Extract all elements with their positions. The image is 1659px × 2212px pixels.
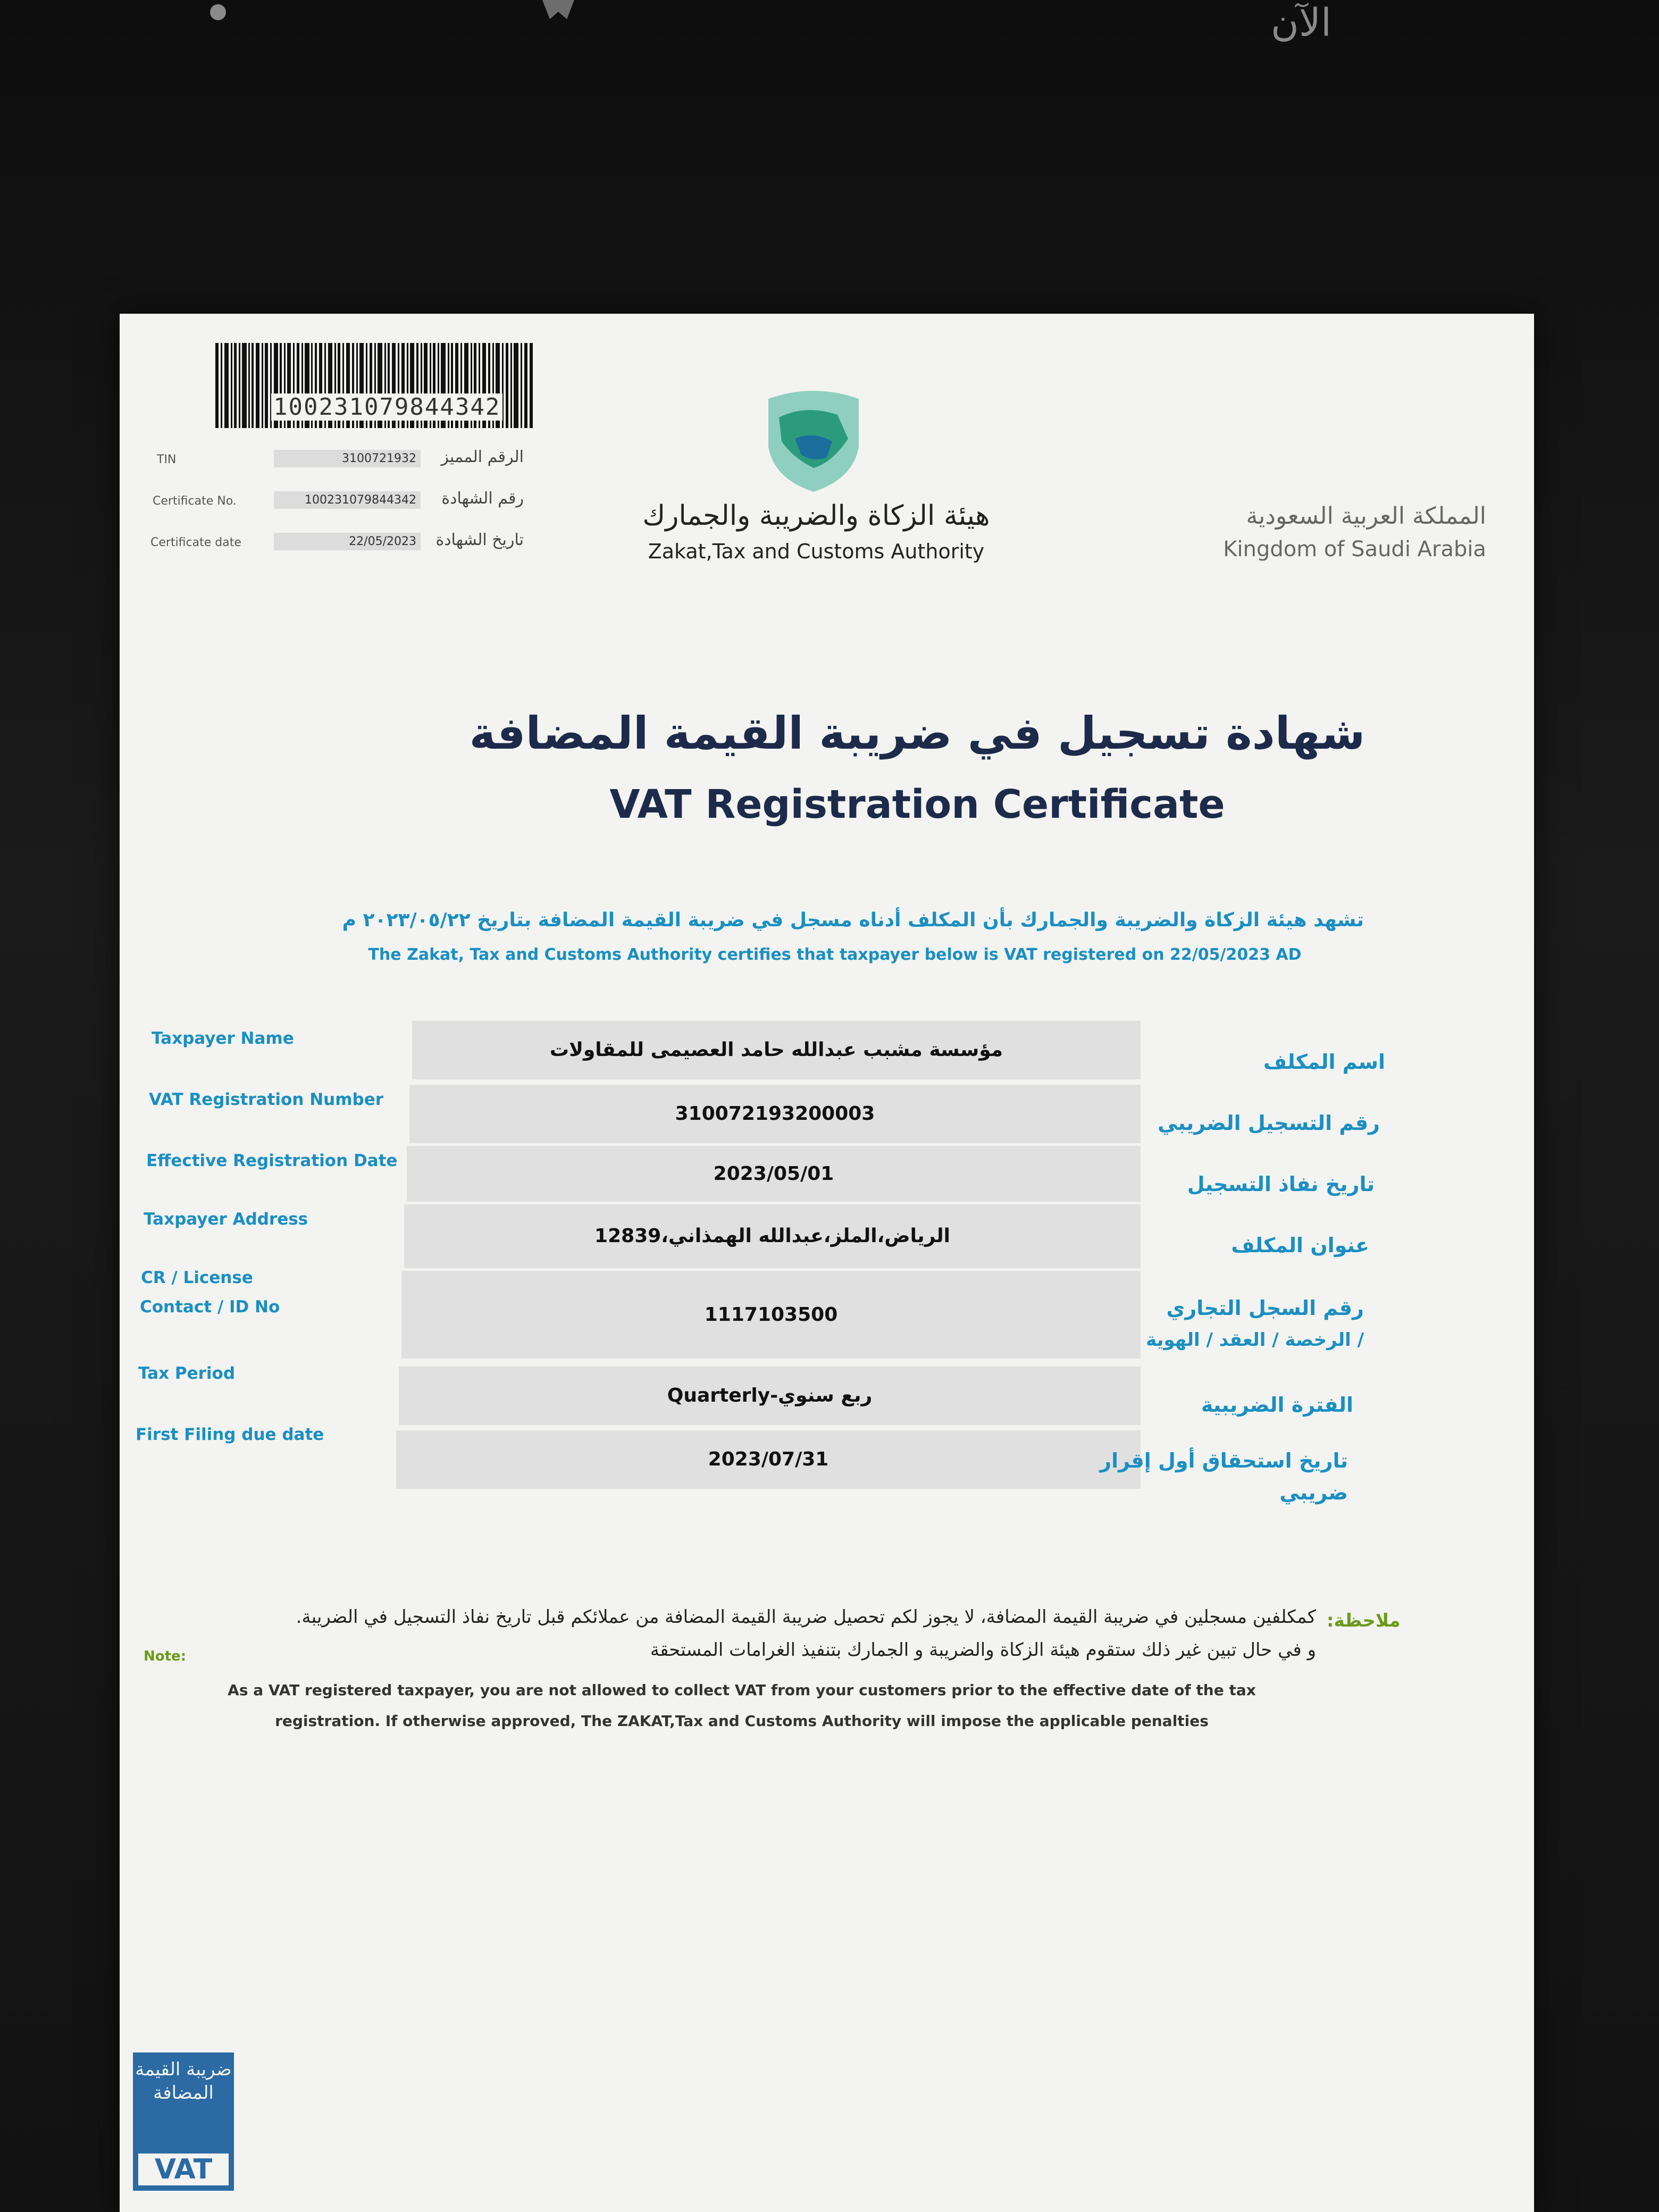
certificate-date-label-en: Certificate date [150,536,241,549]
kingdom-name-ar: المملكة العربية السعودية [1246,502,1486,530]
star-icon [537,0,580,19]
first-filing-value: 2023/07/31 [396,1430,1141,1489]
effective-date-label-ar: تاريخ نفاذ التسجيل [1187,1172,1375,1196]
certificate-date-value: 22/05/2023 [274,533,421,550]
cr-license-value: 1117103500 [401,1271,1141,1359]
vat-logo-text-ar: ضريبة القيمة المضافة [135,2059,232,2104]
certificate-no-label-ar: رقم الشهادة [441,489,524,508]
vat-number-value: 310072193200003 [409,1085,1141,1143]
taxpayer-name-label-ar: اسم المكلف [1263,1050,1385,1074]
vat-number-label-ar: رقم التسجيل الضريبي [1158,1111,1380,1135]
vat-logo-text-en: VAT [138,2154,229,2185]
tax-period-label-ar: الفترة الضريبية [1201,1393,1353,1417]
tin-value: 3100721932 [274,450,421,467]
tax-period-value: ربع سنوي-Quarterly [399,1367,1141,1425]
taxpayer-name-label-en: Taxpayer Name [152,1029,294,1048]
certificate-date-label-ar: تاريخ الشهادة [435,531,524,549]
note-text-en: As a VAT registered taxpayer, you are not allowed to collect VAT from your customers prior to the effective date of the tax registration. If otherwise approved, The ZAKAT,Tax and Customs Authority will impose the applicable penalties [228,1681,1256,1730]
certificate-title-ar: شهادة تسجيل في ضريبة القيمة المضافة [469,707,1365,759]
status-dot-icon [210,4,226,20]
zatca-logo-icon [763,388,864,495]
authority-name-en: Zakat,Tax and Customs Authority [648,540,985,563]
tax-period-label-en: Tax Period [138,1364,236,1383]
effective-date-label-en: Effective Registration Date [146,1151,398,1170]
address-label-ar: عنوان المكلف [1231,1234,1369,1257]
authority-name-ar: هيئة الزكاة والضريبة والجمارك [642,500,990,532]
tin-label-ar: الرقم المميز [441,448,524,466]
contact-id-label-en: Contact / ID No [140,1297,280,1317]
cr-license-label-ar-2: / الرخصة / العقد / الهوية [1146,1329,1364,1351]
cr-license-label-ar-1: رقم السجل التجاري [1166,1296,1364,1320]
note-label-ar: ملاحظة: [1327,1610,1401,1631]
certificate-document [120,314,1534,2212]
certificate-no-value: 100231079844342 [274,491,421,509]
address-label-en: Taxpayer Address [144,1210,308,1229]
kingdom-name-en: Kingdom of Saudi Arabia [1223,537,1486,562]
note-label-en: Note: [144,1648,187,1664]
vat-number-label-en: VAT Registration Number [149,1090,384,1109]
certify-statement-en: The Zakat, Tax and Customs Authority certifies that taxpayer below is VAT registered on 22/05/2023 AD [368,945,1302,964]
cr-license-label-en: CR / License [141,1268,253,1287]
tin-label-en: TIN [157,453,177,466]
note-text-ar: كمكلفين مسجلين في ضريبة القيمة المضافة، لا يجوز لكم تحصيل ضريبة القيمة المضافة من عملائكم قبل تاريخ نفاذ التسجيل في الضريبة. و في حال تبين غير ذلك ستقوم هيئة الزكاة والضريبة و الجمارك بتنفيذ الغرامات المستحقة [296,1606,1316,1661]
status-time: الآن [1271,0,1331,45]
address-value: الرياض،الملز،عبدالله الهمذاني،12839 [404,1204,1141,1268]
first-filing-label-ar-1: تاريخ استحقاق أول إقرار [1100,1449,1348,1472]
taxpayer-name-value: مؤسسة مشبب عبدالله حامد العصيمى للمقاولات [412,1021,1141,1079]
certificate-title-en: VAT Registration Certificate [609,782,1225,827]
first-filing-label-ar-2: ضريبي [1279,1481,1348,1504]
effective-date-value: 2023/05/01 [407,1146,1141,1202]
barcode-number: 100231079844342 [271,393,502,421]
first-filing-label-en: First Filing due date [136,1425,324,1444]
certify-statement-ar: تشهد هيئة الزكاة والضريبة والجمارك بأن المكلف أدناه مسجل في ضريبة القيمة المضافة بتاريخ ٢٠٢٣/٠٥/٢٢ م [342,909,1364,931]
certificate-no-label-en: Certificate No. [153,495,237,508]
vat-logo [133,2052,234,2191]
